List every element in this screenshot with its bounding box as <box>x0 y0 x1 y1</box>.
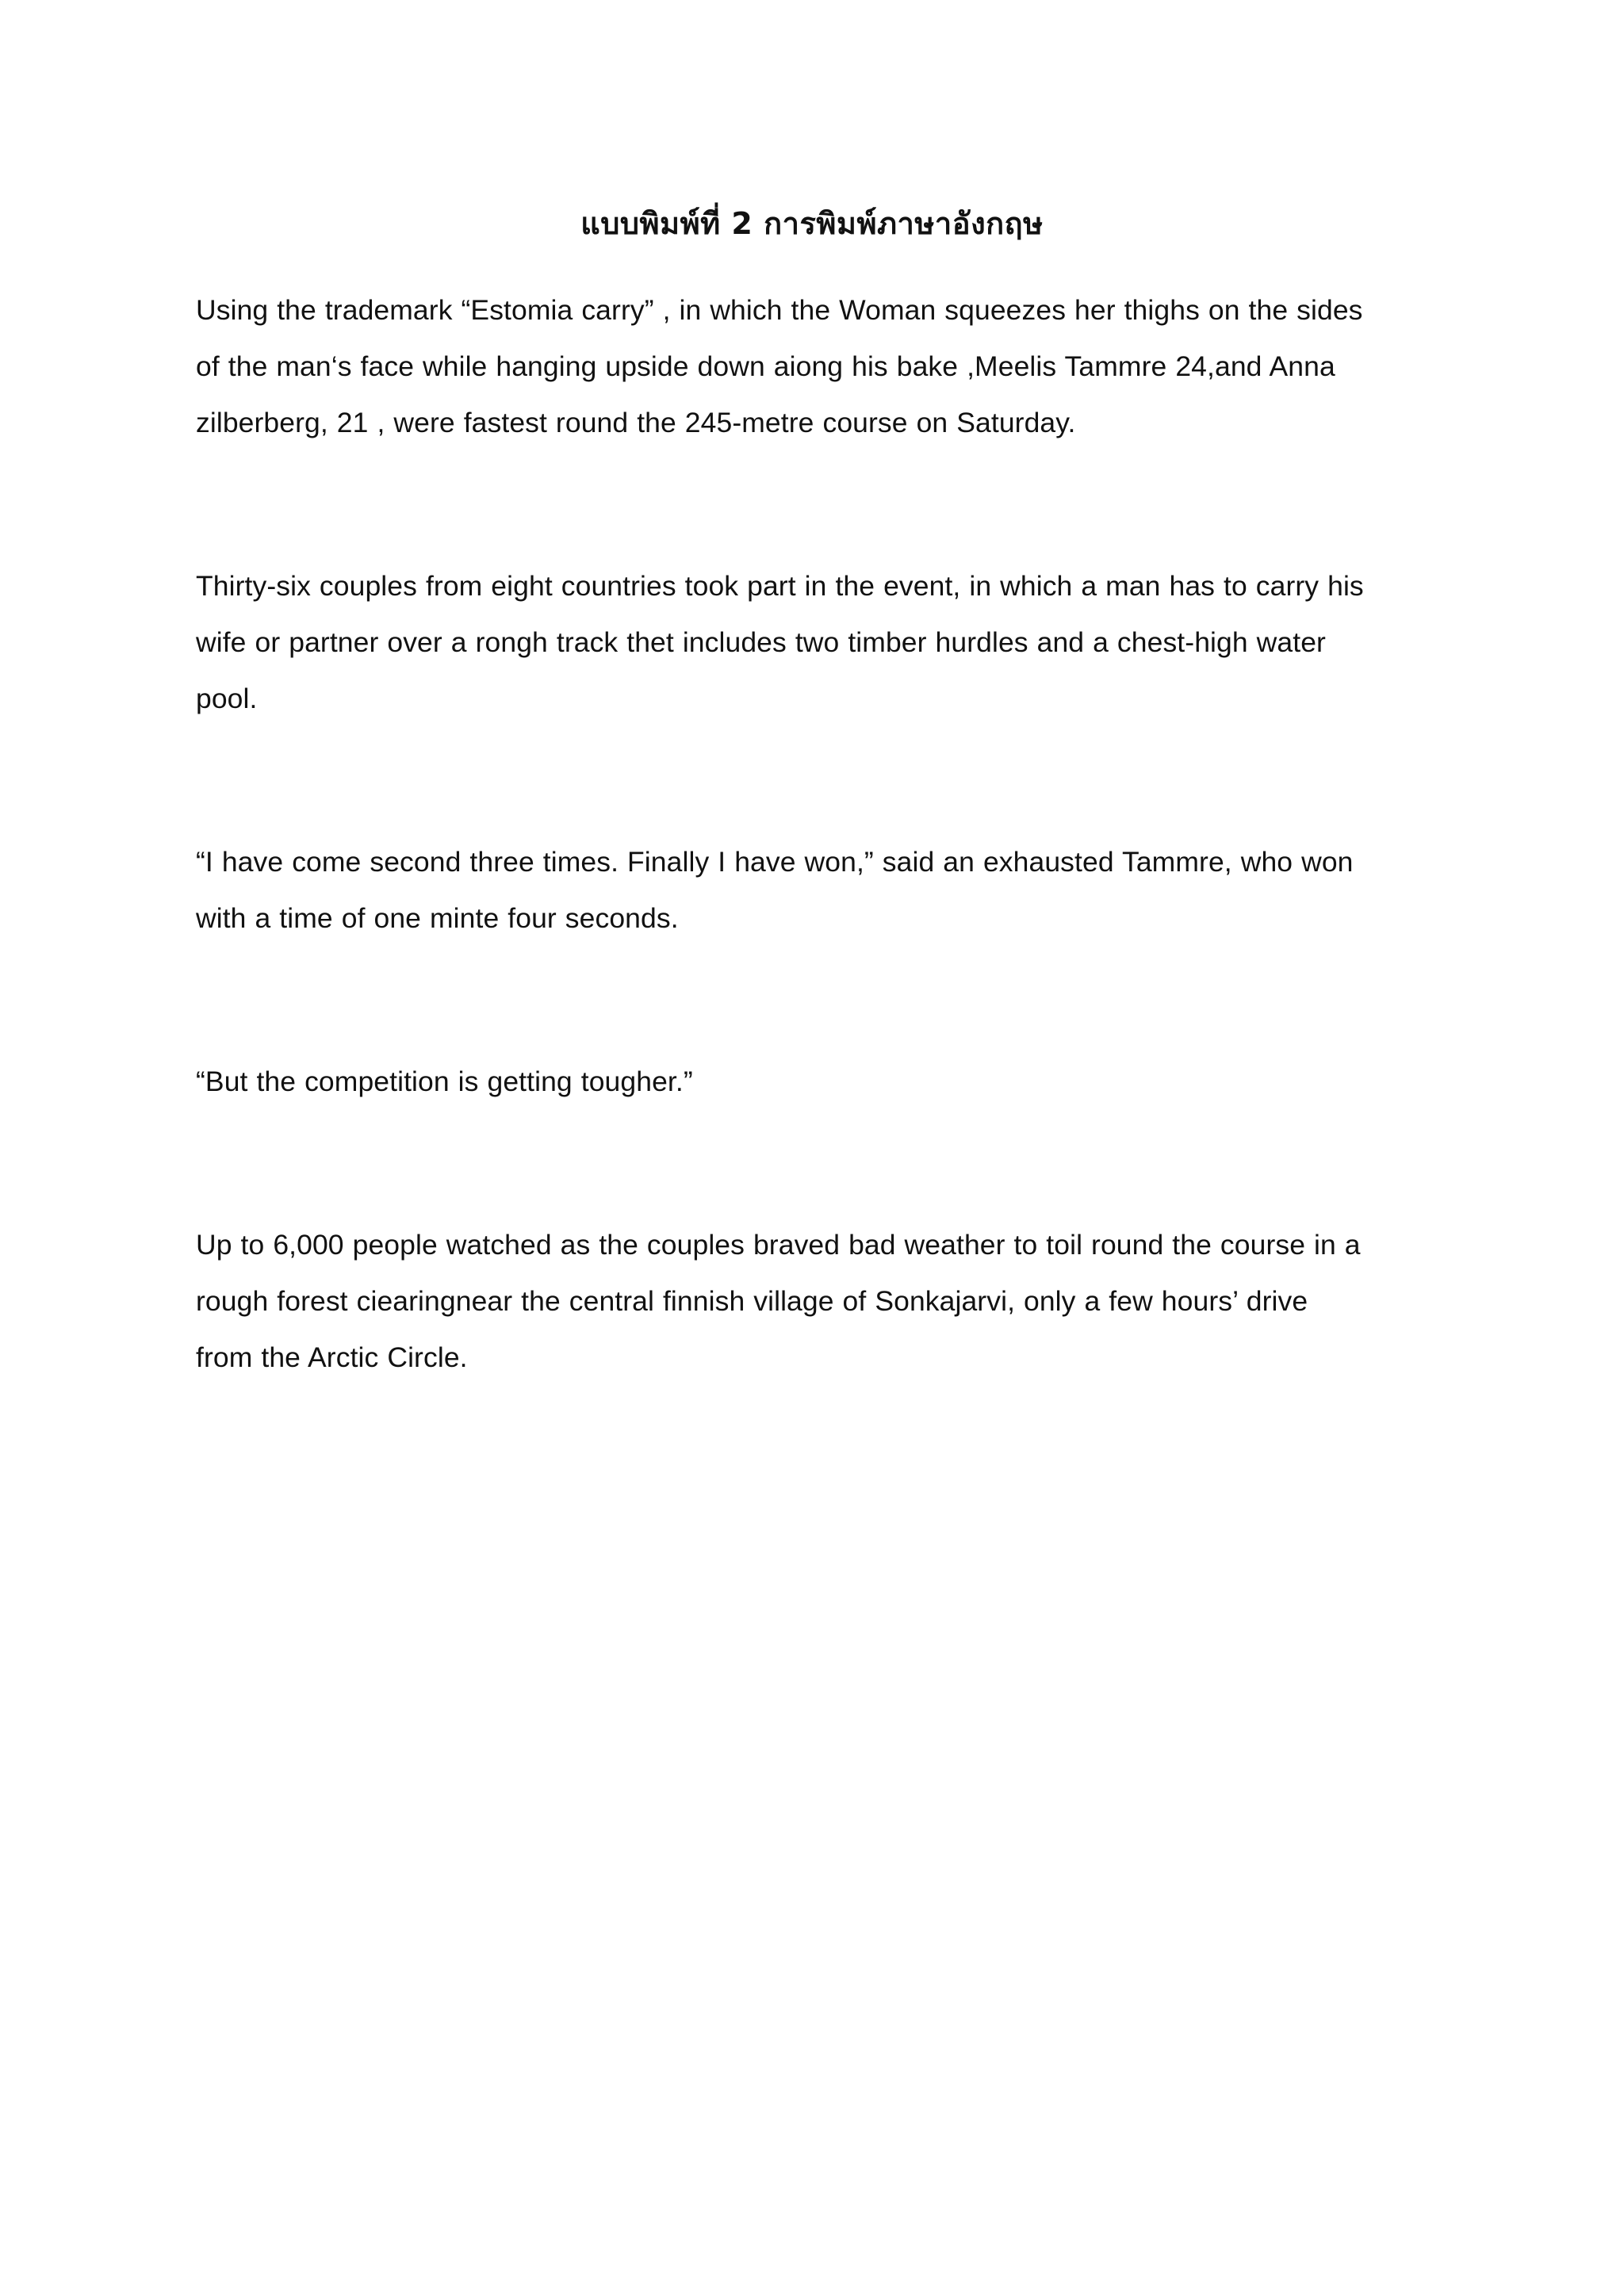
paragraph-line: Up to 6,000 people watched as the couples braved bad weather to toil round the course in a <box>196 1229 1361 1261</box>
paragraph-spacer <box>196 1110 1417 1217</box>
paragraph-line: Thirty-six couples from eight countries took part in the event, in which a man has to carry his <box>196 570 1364 602</box>
paragraph-5 <box>196 1217 1417 1386</box>
paragraph-line: “I have come second three times. Finally I have won,” said an exhausted Tammre, who won <box>196 846 1354 878</box>
paragraph-3 <box>196 834 1417 947</box>
paragraph-line: of the man‘s face while hanging upside down aiong his bake ,Meelis Tammre 24,and Anna <box>196 350 1335 382</box>
document-body <box>196 282 1417 1386</box>
paragraph-1 <box>196 282 1417 451</box>
paragraph-line: zilberberg, 21 , were fastest round the 245-metre course on Saturday. <box>196 407 1076 438</box>
paragraph-line: from the Arctic Circle. <box>196 1341 468 1373</box>
paragraph-2 <box>196 558 1417 727</box>
paragraph-line: pool. <box>196 683 258 714</box>
document-title: แบบพิมพ์ที่ 2 การพิมพ์ภาษาอังกฤษ <box>580 206 1044 241</box>
paragraph-4 <box>196 1054 1417 1110</box>
paragraph-line: wife or partner over a rongh track thet includes two timber hurdles and a chest-high water <box>196 626 1326 658</box>
paragraph-line: “But the competition is getting tougher.” <box>196 1066 693 1097</box>
paragraph-line: with a time of one minte four seconds. <box>196 902 679 934</box>
paragraph-spacer <box>196 451 1417 558</box>
paragraph-spacer <box>196 947 1417 1054</box>
paragraph-line: rough forest ciearingnear the central finnish village of Sonkajarvi, only a few hours’ drive <box>196 1285 1308 1317</box>
paragraph-line: Using the trademark “Estomia carry” , in which the Woman squeezes her thighs on the sides <box>196 294 1363 326</box>
paragraph-spacer <box>196 727 1417 834</box>
